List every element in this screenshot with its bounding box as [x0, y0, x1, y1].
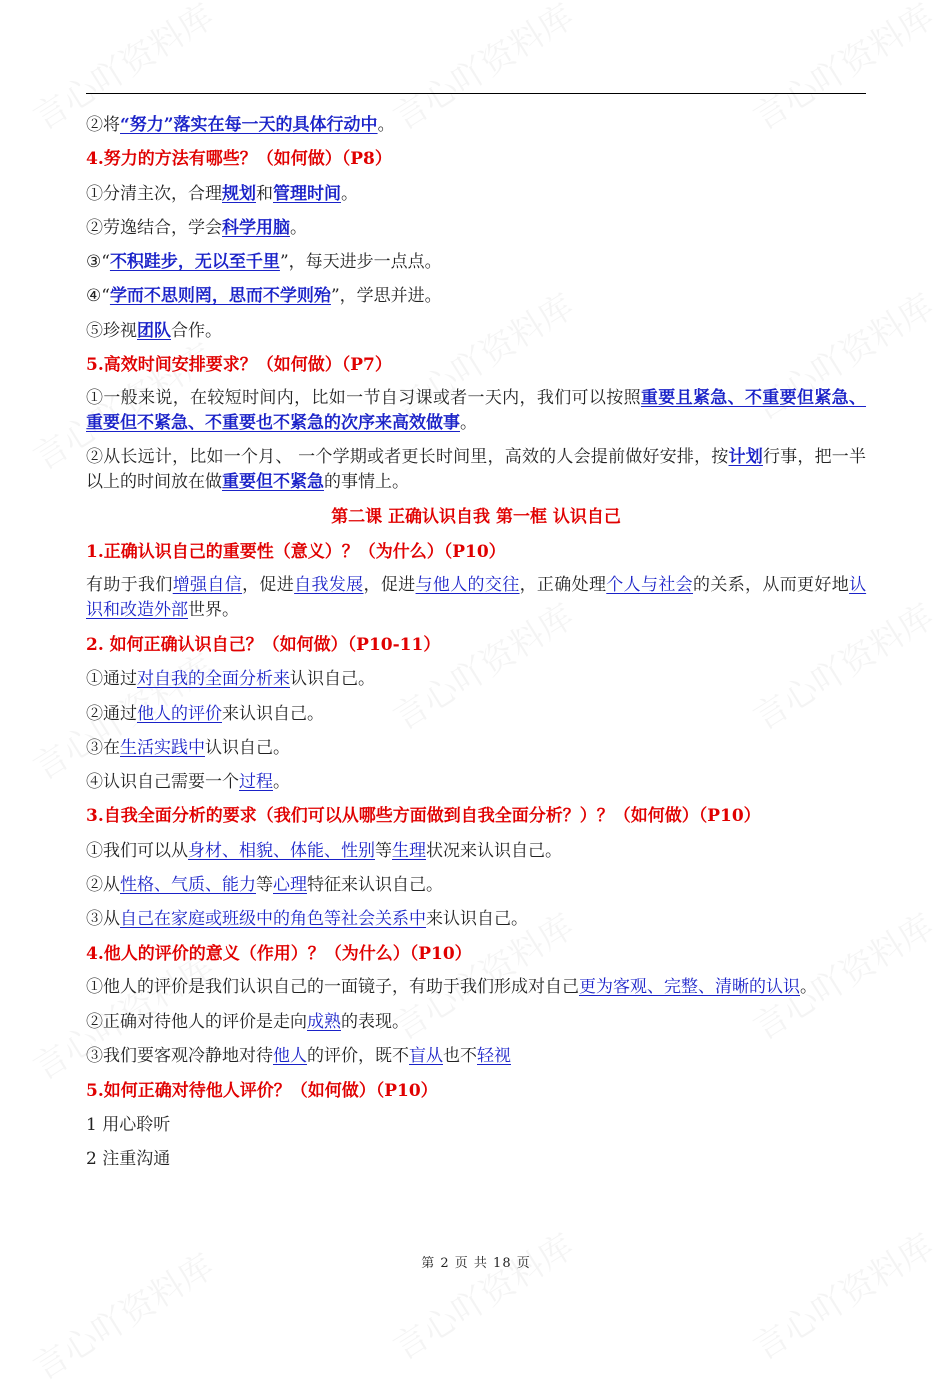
- key-phrase: 个人与社会: [606, 574, 694, 595]
- text-run: ②通过: [86, 703, 137, 724]
- key-phrase: 自己在家庭或班级中的角色等社会关系中: [120, 909, 426, 930]
- text-run: 来认识自己。: [426, 909, 528, 930]
- text-run: 。: [273, 772, 290, 793]
- text-run: ②从: [86, 875, 120, 896]
- text-run: 认识自己。: [205, 737, 290, 758]
- key-phrase: 他人: [273, 1046, 307, 1067]
- page-footer: 第 2 页 共 18 页: [421, 1256, 531, 1271]
- section-heading: [86, 539, 866, 565]
- text-run: ⑤珍视: [86, 320, 137, 341]
- text-run: 特征来认识自己。: [307, 875, 443, 896]
- key-phrase: 对自我的全面分析来: [137, 669, 290, 690]
- text-run: ，促进: [242, 574, 295, 595]
- text-line: [86, 249, 866, 275]
- text-run: ，促进: [363, 574, 416, 595]
- key-phrase: 盲从: [409, 1046, 443, 1067]
- text-run: 合作。: [171, 320, 222, 341]
- text-run: ③我们要客观冷静地对待: [86, 1046, 273, 1067]
- section-heading: [86, 632, 866, 658]
- text-run: 4.他人的评价的意义（作用）？（为什么）（P10）: [86, 943, 472, 964]
- text-run: ③“: [86, 252, 110, 273]
- section-heading: [86, 146, 866, 172]
- text-line: [86, 906, 866, 932]
- text-run: 来认识自己。: [222, 703, 324, 724]
- text-run: 2 注重沟通: [86, 1149, 171, 1170]
- text-run: ”，每天进步一点点。: [279, 252, 442, 273]
- text-run: 1 用心聆听: [86, 1114, 171, 1135]
- key-phrase: 重要且紧急、不重要但紧急、重要但不紧急、不重要也不紧急的次序来高效做事: [86, 388, 867, 434]
- key-phrase: 性格、气质、能力: [120, 875, 256, 896]
- key-phrase: 认识和改造外部: [86, 574, 867, 620]
- text-run: ，正确处理: [519, 574, 607, 595]
- section-heading: [86, 352, 866, 378]
- text-line: [86, 573, 866, 623]
- text-line: [86, 386, 866, 436]
- key-phrase: 他人的评价: [137, 703, 222, 724]
- key-phrase: 团队: [137, 320, 171, 341]
- text-line: [86, 701, 866, 727]
- key-phrase: 身材、相貌、体能、性别: [188, 840, 375, 861]
- key-phrase: 增强自信: [172, 574, 243, 595]
- text-run: 的表现。: [341, 1011, 409, 1032]
- text-line: [86, 1146, 866, 1172]
- text-run: 等: [256, 875, 273, 896]
- key-phrase: 心理: [273, 875, 307, 896]
- key-phrase: 计划: [728, 447, 763, 468]
- lesson-title: [86, 504, 866, 530]
- text-line: [86, 283, 866, 309]
- text-line: [86, 872, 866, 898]
- text-run: ①一般来说，在较短时间内，比如一节自习课或者一天内，我们可以按照: [86, 388, 641, 409]
- text-run: ④认识自己需要一个: [86, 772, 239, 793]
- text-run: 。: [290, 217, 307, 238]
- text-run: 的评价，既不: [307, 1046, 409, 1067]
- header-rule: [86, 93, 866, 94]
- text-run: 1.正确认识自己的重要性（意义）？（为什么）（P10）: [86, 541, 506, 562]
- text-run: 有助于我们: [86, 574, 173, 595]
- key-phrase: 轻视: [477, 1046, 511, 1067]
- text-run: 和: [256, 183, 273, 204]
- text-run: 。: [460, 413, 477, 434]
- text-run: ①分清主次，合理: [86, 183, 222, 204]
- text-line: [86, 735, 866, 761]
- key-phrase: 规划: [222, 183, 256, 204]
- text-run: ④“: [86, 286, 110, 307]
- text-run: 2. 如何正确认识自己？（如何做）（P10-11）: [86, 634, 441, 655]
- text-run: 认识自己。: [290, 669, 375, 690]
- document-body: [86, 112, 866, 1180]
- text-line: [86, 1112, 866, 1138]
- key-phrase: 重要但不紧急: [222, 472, 324, 493]
- text-line: [86, 666, 866, 692]
- text-run: 行事，把一半以上的时间放在做: [86, 447, 867, 493]
- text-run: 5.如何正确对待他人评价？（如何做）（P10）: [86, 1080, 438, 1101]
- text-line: [86, 445, 866, 495]
- text-line: [86, 975, 866, 1000]
- key-phrase: “努力”落实在每一天的具体行动中: [120, 115, 378, 135]
- text-run: ③在: [86, 737, 120, 758]
- text-run: ①他人的评价是我们认识自己的一面镜子，有助于我们形成对自己: [86, 976, 579, 997]
- key-phrase: 成熟: [307, 1011, 341, 1032]
- text-run: 第二课 正确认识自我 第一框 认识自己: [331, 507, 621, 528]
- key-phrase: 生活实践中: [120, 737, 205, 758]
- text-run: ③从: [86, 909, 120, 930]
- text-run: ②将: [86, 115, 120, 135]
- key-phrase: 更为客观、完整、清晰的认识: [579, 976, 800, 997]
- section-heading: [86, 941, 866, 967]
- key-phrase: 过程: [239, 772, 273, 793]
- key-phrase: 自我发展: [294, 574, 364, 595]
- text-run: ”，学思并进。: [330, 286, 442, 307]
- text-line: [86, 1043, 866, 1069]
- text-run: 。: [800, 976, 817, 997]
- text-line: [86, 769, 866, 795]
- text-run: 世界。: [188, 599, 239, 620]
- text-run: ①我们可以从: [86, 840, 188, 861]
- text-run: ①通过: [86, 669, 137, 690]
- text-run: 。: [341, 183, 358, 204]
- key-phrase: 科学用脑: [222, 217, 290, 238]
- text-line: [86, 838, 866, 864]
- text-run: 3.自我全面分析的要求（我们可以从哪些方面做到自我全面分析？）？（如何做）（P10）: [86, 806, 761, 827]
- text-line: [86, 318, 866, 344]
- text-line: [86, 1009, 866, 1035]
- text-run: 。: [377, 115, 395, 135]
- text-run: ②从长远计，比如一个月、 一个学期或者更长时间里，高效的人会提前做好安排，按: [86, 447, 729, 468]
- key-phrase: 管理时间: [273, 183, 341, 204]
- key-phrase: 学而不思则罔，思而不学则殆: [109, 286, 331, 307]
- text-line: [86, 215, 866, 241]
- key-phrase: 不积跬步，无以至千里: [109, 252, 280, 273]
- key-phrase: 生理: [392, 840, 426, 861]
- text-run: ②劳逸结合，学会: [86, 217, 222, 238]
- text-line: [86, 181, 866, 207]
- key-phrase: 与他人的交往: [415, 574, 520, 595]
- text-run: 等: [375, 840, 392, 861]
- text-run: 5.高效时间安排要求？（如何做）（P7）: [86, 355, 392, 376]
- text-run: 的关系，从而更好地: [693, 574, 850, 595]
- text-run: ②正确对待他人的评价是走向: [86, 1011, 307, 1032]
- text-run: 状况来认识自己。: [426, 840, 562, 861]
- text-run: 4.努力的方法有哪些？（如何做）（P8）: [86, 149, 392, 170]
- text-run: 也不: [443, 1046, 477, 1067]
- text-run: 的事情上。: [324, 472, 409, 493]
- section-heading: [86, 1078, 866, 1104]
- section-heading: [86, 803, 866, 829]
- text-line: [86, 112, 866, 138]
